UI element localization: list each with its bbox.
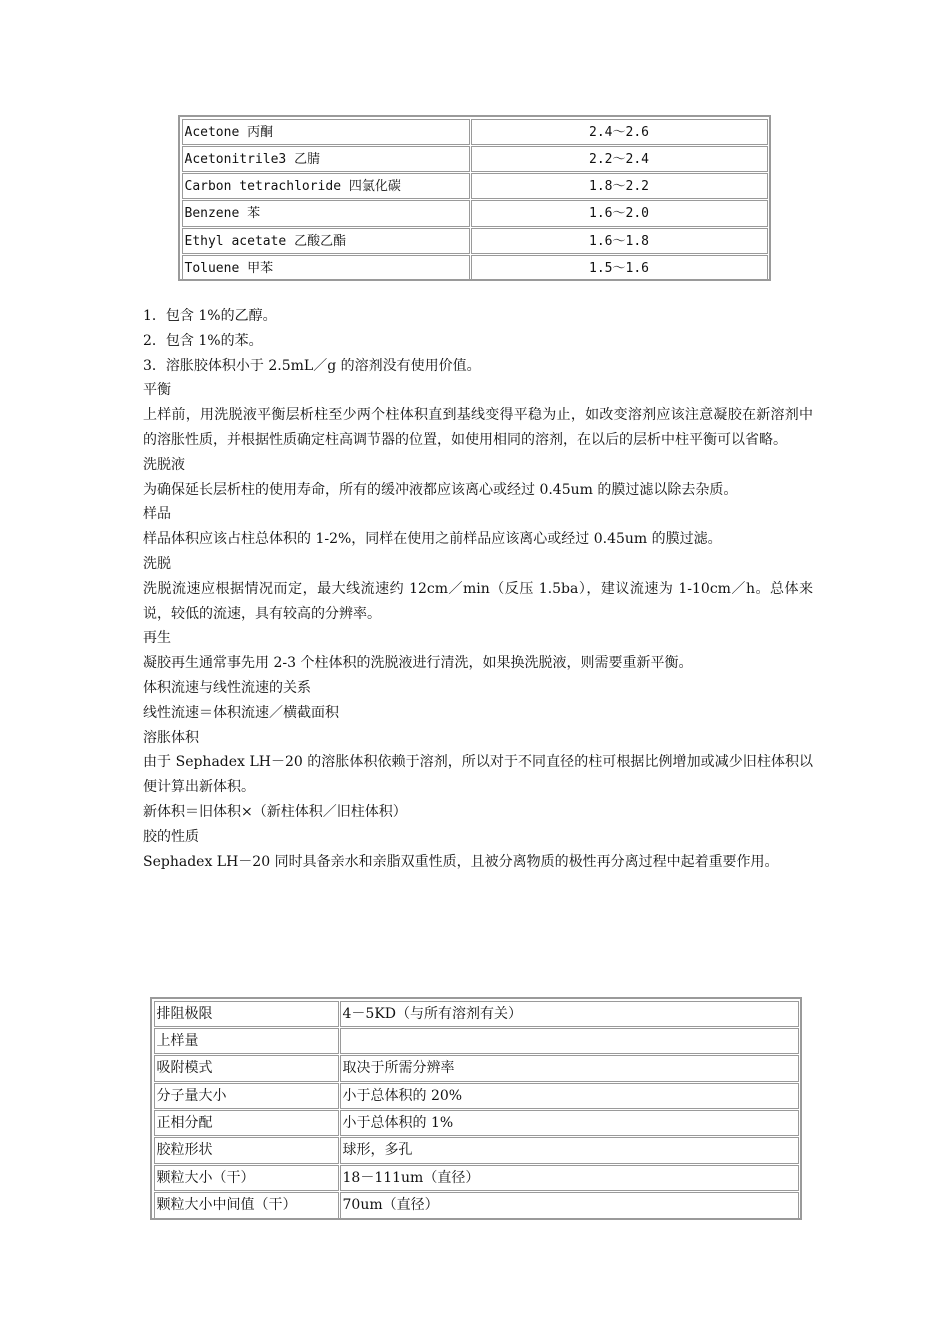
section-body-equilibration: 上样前，用洗脱液平衡层析柱至少两个柱体积直到基线变得平稳为止，如改变溶剂应该注意凝胶在新溶剂中的溶胀性质，并根据性质确定柱高调节器的位置，如使用相同的溶剂，在以后的层析中柱平衡可以省略。: [143, 407, 813, 448]
solvent-name-cell: Carbon tetrachloride 四氯化碳: [182, 173, 470, 199]
property-value-cell: 4－5KD（与所有溶剂有关）: [340, 1001, 799, 1027]
property-value-cell: 球形，多孔: [340, 1137, 799, 1163]
note-1: 1．包含 1%的乙醇。: [143, 308, 277, 324]
property-value-cell: 18－111um（直径）: [340, 1165, 799, 1191]
table-row: [153, 1000, 799, 1027]
table-row: [181, 145, 768, 172]
property-value-cell: 70um（直径）: [340, 1192, 799, 1218]
section-body-regeneration: 凝胶再生通常事先用 2-3 个柱体积的洗脱液进行清洗，如果换洗脱液，则需要重新平衡。: [143, 655, 693, 672]
swelling-value-cell: 1.8～2.2: [471, 173, 768, 199]
formula-new-volume: 新体积＝旧体积×（新柱体积／旧柱体积）: [143, 803, 407, 820]
property-value-cell: [340, 1028, 799, 1054]
table-row: [181, 227, 768, 254]
section-body-sample: 样品体积应该占柱总体积的 1-2%，同样在使用之前样品应该离心或经过 0.45um 的膜过滤。: [143, 531, 722, 548]
table-row: [153, 1164, 799, 1191]
swelling-value-cell: 1.5～1.6: [471, 255, 768, 281]
property-label-cell: 颗粒大小（干）: [154, 1165, 339, 1191]
swelling-value-cell: 1.6～1.8: [471, 228, 768, 254]
property-label-cell: 排阻极限: [154, 1001, 339, 1027]
table-row: [181, 255, 768, 282]
solvent-name-cell: Benzene 苯: [182, 200, 470, 226]
document-body: [143, 304, 813, 874]
section-body-elution: 洗脱流速应根据情况而定，最大线流速约 12cm／min（反压 1.5ba），建议流速为 1-10cm／h。总体来说，较低的流速，具有较高的分辨率。: [143, 580, 813, 622]
solvent-name-cell: Acetonitrile3 乙腈: [182, 146, 470, 172]
swelling-value-cell: 2.2～2.4: [471, 146, 768, 172]
note-2: 2．包含 1%的苯。: [143, 332, 263, 349]
solvent-swelling-table: [178, 115, 771, 281]
section-heading-sample: 样品: [143, 506, 171, 523]
property-label-cell: 颗粒大小中间值（干）: [154, 1192, 339, 1218]
property-label-cell: 分子量大小: [154, 1083, 339, 1109]
table-row: [181, 173, 768, 200]
section-heading-flow-relation: 体积流速与线性流速的关系: [143, 679, 311, 696]
property-value-cell: 小于总体积的 20%: [340, 1083, 799, 1109]
section-heading-elution: 洗脱: [143, 555, 171, 572]
solvent-name-cell: Toluene 甲苯: [182, 255, 470, 281]
table-row: [153, 1082, 799, 1109]
table-row: [153, 1192, 799, 1219]
table-row: [181, 200, 768, 227]
table-row: [153, 1110, 799, 1137]
solvent-name-cell: Acetone 丙酮: [182, 119, 470, 145]
property-value-cell: 取决于所需分辨率: [340, 1055, 799, 1081]
table-row: [153, 1027, 799, 1054]
property-label-cell: 正相分配: [154, 1110, 339, 1136]
swelling-value-cell: 1.6～2.0: [471, 200, 768, 226]
section-body-swelling-volume: 由于 Sephadex LH－20 的溶胀体积依赖于溶剂，所以对于不同直径的柱可根据比例增加或减少旧柱体积以便计算出新体积。: [143, 754, 813, 796]
section-body-gel-properties: Sephadex LH－20 同时具备亲水和亲脂双重性质，且被分离物质的极性再分离过程中起着重要作用。: [143, 853, 779, 870]
section-heading-regeneration: 再生: [143, 630, 171, 647]
section-heading-eluent: 洗脱液: [143, 456, 185, 473]
table-row: [181, 118, 768, 145]
section-heading-equilibration: 平衡: [143, 382, 171, 399]
property-label-cell: 上样量: [154, 1028, 339, 1054]
property-label-cell: 胶粒形状: [154, 1137, 339, 1163]
section-body-eluent: 为确保延长层析柱的使用寿命，所有的缓冲液都应该离心或经过 0.45um 的膜过滤以除去杂质。: [143, 481, 738, 498]
table-row: [153, 1055, 799, 1082]
swelling-value-cell: 2.4～2.6: [471, 119, 768, 145]
section-heading-gel-properties: 胶的性质: [143, 828, 199, 845]
table-row: [153, 1137, 799, 1164]
property-label-cell: 吸附模式: [154, 1055, 339, 1081]
section-heading-swelling-volume: 溶胀体积: [143, 729, 199, 746]
property-value-cell: 小于总体积的 1%: [340, 1110, 799, 1136]
gel-properties-table: [150, 997, 802, 1220]
section-body-flow-relation: 线性流速＝体积流速／横截面积: [143, 704, 339, 721]
solvent-name-cell: Ethyl acetate 乙酸乙酯: [182, 228, 470, 254]
note-3: 3．溶胀胶体积小于 2.5mL／g 的溶剂没有使用价值。: [143, 357, 481, 374]
